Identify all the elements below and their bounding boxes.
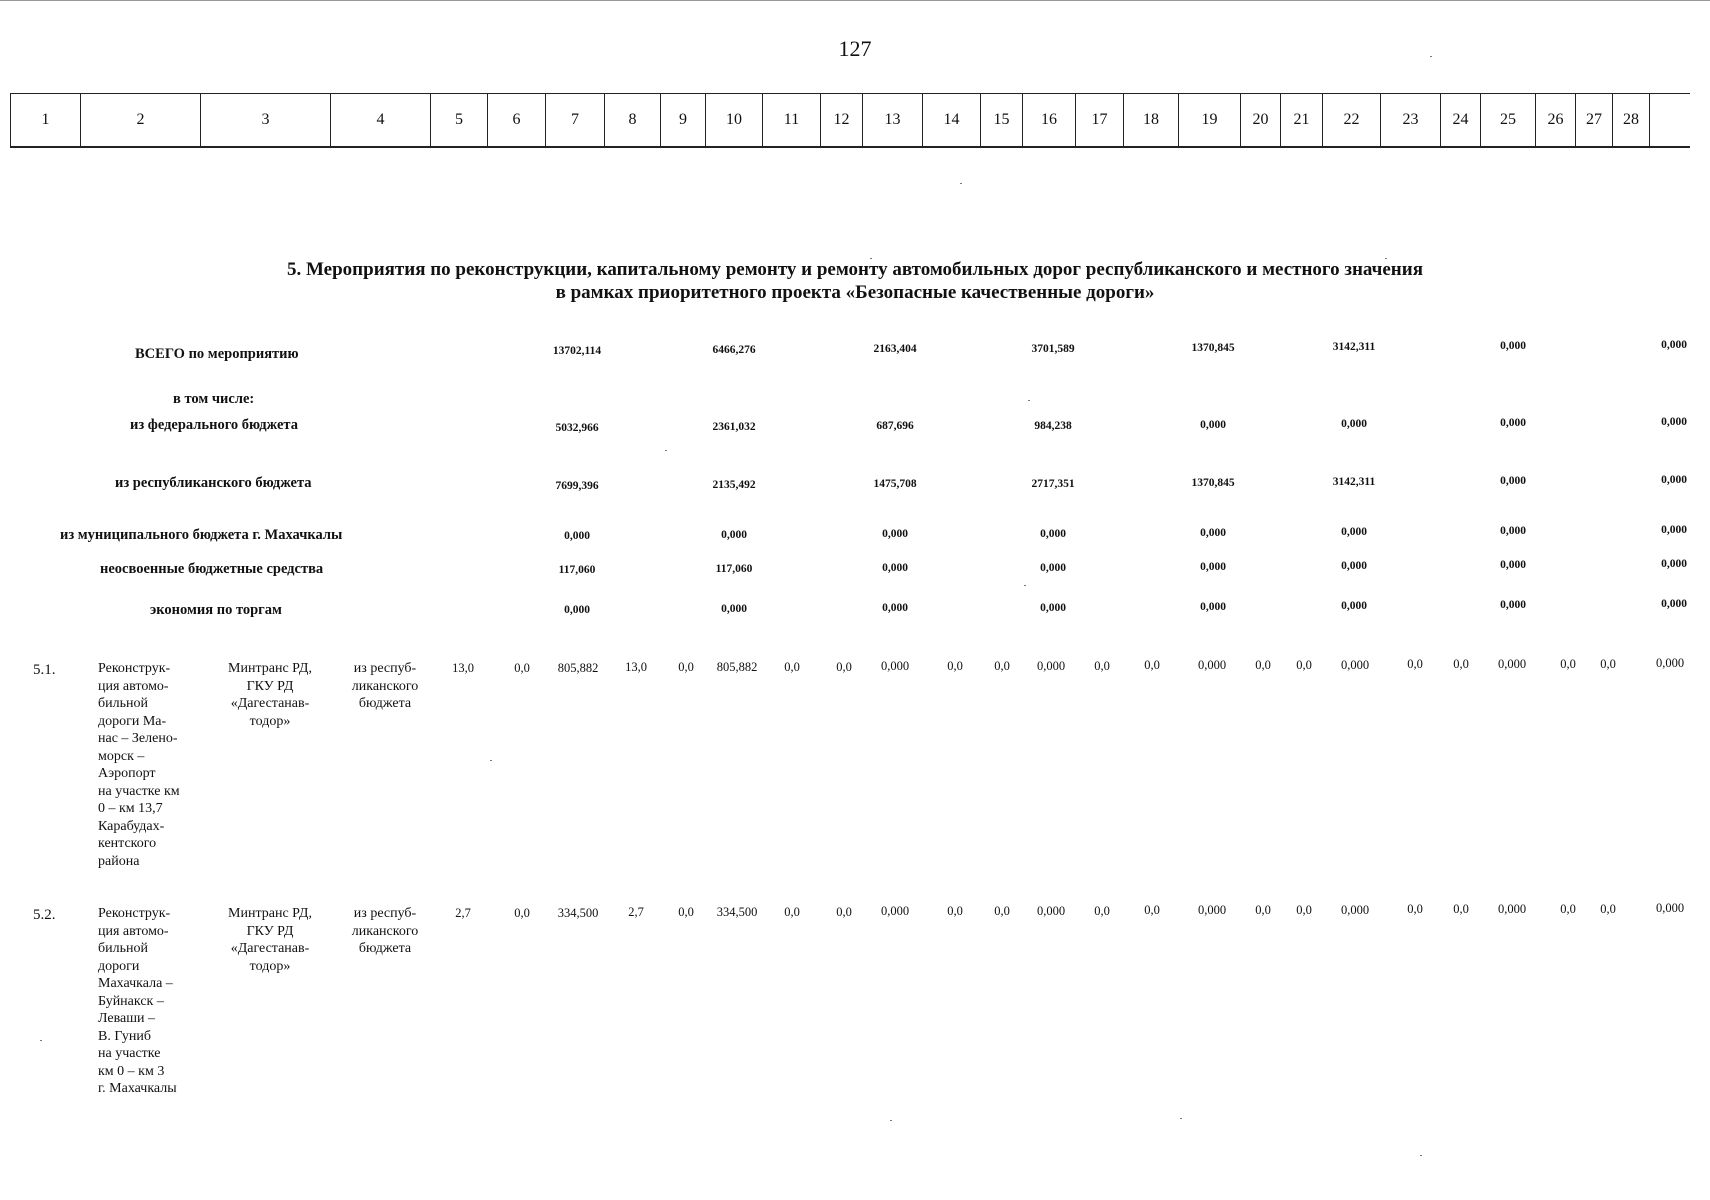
summary-value: 0,000 xyxy=(1661,474,1687,487)
row-value: 0,0 xyxy=(1296,902,1312,917)
scan-speck xyxy=(1385,258,1387,259)
summary-value: 117,060 xyxy=(715,563,753,576)
column-number-1: 1 xyxy=(10,93,80,146)
column-number-6: 6 xyxy=(487,93,545,146)
summary-value: 0,000 xyxy=(882,602,908,615)
summary-label: ВСЕГО по мероприятию xyxy=(135,346,299,362)
column-number-10: 10 xyxy=(705,93,762,146)
row-value: 0,000 xyxy=(1340,657,1370,672)
row-value: 805,882 xyxy=(557,660,599,675)
summary-value: 0,000 xyxy=(882,528,908,541)
summary-value: 1370,845 xyxy=(1191,476,1235,489)
row-value: 2,7 xyxy=(628,905,644,920)
row-project-name-line: на участке xyxy=(98,1046,161,1061)
column-number-14: 14 xyxy=(922,93,980,146)
column-number-12: 12 xyxy=(820,93,862,146)
summary-value: 0,000 xyxy=(1661,416,1687,429)
row-funding-source-line: бюджета xyxy=(358,941,412,956)
section-title-line-2: в рамках приоритетного проекта «Безопасные качественные дороги» xyxy=(555,282,1155,303)
summary-label: в том числе: xyxy=(173,391,255,407)
summary-value: 2163,404 xyxy=(873,343,917,356)
summary-value: 2361,032 xyxy=(712,421,756,434)
row-funding-source-line: бюджета xyxy=(358,696,412,711)
row-value: 0,000 xyxy=(1197,903,1227,918)
row-executor-line: «Дагестанав- xyxy=(230,941,310,956)
summary-value: 0,000 xyxy=(1661,524,1687,537)
summary-value: 0,000 xyxy=(1661,558,1687,571)
row-value: 0,0 xyxy=(514,660,530,675)
column-number-3: 3 xyxy=(200,93,330,146)
column-number-15: 15 xyxy=(980,93,1022,146)
row-value: 0,0 xyxy=(1144,658,1160,673)
row-value: 0,000 xyxy=(1497,657,1527,671)
row-value: 334,500 xyxy=(716,905,758,919)
row-value: 0,0 xyxy=(1600,901,1616,916)
scan-speck xyxy=(870,258,872,259)
column-number-25: 25 xyxy=(1480,93,1535,146)
summary-value: 2135,492 xyxy=(712,479,756,492)
row-number: 5.1. xyxy=(33,662,56,678)
summary-value: 0,000 xyxy=(1500,525,1526,538)
summary-label: неосвоенные бюджетные средства xyxy=(100,561,324,577)
row-funding-source-line: ликанского xyxy=(351,678,419,694)
row-value: 0,0 xyxy=(1296,657,1312,672)
column-number-22: 22 xyxy=(1322,93,1380,146)
row-value: 0,0 xyxy=(1407,902,1423,917)
row-value: 0,000 xyxy=(880,904,910,919)
row-value: 0,000 xyxy=(1340,902,1370,917)
column-number-4: 4 xyxy=(330,93,430,146)
summary-value: 0,000 xyxy=(882,562,908,575)
row-project-name-line: 0 – км 13,7 xyxy=(98,801,163,816)
row-value: 0,0 xyxy=(1094,658,1110,673)
row-project-name-line: В. Гуниб xyxy=(98,1028,152,1044)
summary-value: 2717,351 xyxy=(1031,477,1075,490)
row-value: 0,0 xyxy=(1407,657,1423,672)
row-value: 0,000 xyxy=(1036,658,1066,673)
summary-value: 1370,845 xyxy=(1191,341,1235,354)
row-funding-source-line: из респуб- xyxy=(353,661,417,676)
row-value: 0,0 xyxy=(678,905,694,920)
row-value: 0,0 xyxy=(514,905,530,920)
summary-value: 0,000 xyxy=(1500,475,1526,488)
summary-value: 117,060 xyxy=(558,564,596,576)
row-value: 0,0 xyxy=(784,904,800,919)
scan-speck xyxy=(1430,56,1432,57)
row-project-name xyxy=(98,905,208,1098)
row-value: 0,0 xyxy=(1255,903,1271,917)
summary-value: 0,000 xyxy=(721,603,747,616)
row-project-name-line: Леваши – xyxy=(98,1011,156,1026)
row-value: 805,882 xyxy=(716,660,758,674)
summary-value: 0,000 xyxy=(1500,340,1526,353)
row-value: 13,0 xyxy=(452,661,474,675)
row-project-name-line: км 0 – км 3 xyxy=(98,1063,165,1079)
column-number-5: 5 xyxy=(430,93,487,146)
summary-value: 0,000 xyxy=(1200,418,1226,431)
row-number: 5.2. xyxy=(33,907,56,923)
summary-value: 1475,708 xyxy=(873,478,917,491)
row-value: 0,0 xyxy=(1453,902,1469,917)
column-number-21: 21 xyxy=(1280,93,1322,146)
row-executor-line: ГКУ РД xyxy=(246,678,294,694)
summary-value: 0,000 xyxy=(1040,527,1066,540)
row-project-name-line: района xyxy=(98,853,140,869)
summary-value: 0,000 xyxy=(1200,600,1226,613)
row-executor-line: Минтранс РД, xyxy=(228,661,312,676)
summary-value: 0,000 xyxy=(564,530,590,542)
row-project-name-line: на участке км xyxy=(98,783,180,799)
row-project-name-line: дороги xyxy=(98,958,140,974)
column-number-2: 2 xyxy=(80,93,200,146)
row-project-name-line: ция автомо- xyxy=(98,678,169,694)
column-number-23: 23 xyxy=(1380,93,1440,146)
scan-speck xyxy=(40,1040,42,1041)
row-funding-source xyxy=(335,660,435,713)
summary-value: 0,000 xyxy=(1500,559,1526,572)
row-project-name-line: Аэропорт xyxy=(98,766,156,781)
row-project-name-line: бильной xyxy=(98,941,148,956)
row-value: 0,000 xyxy=(1655,656,1685,671)
row-value: 0,000 xyxy=(1197,658,1227,673)
row-value: 0,000 xyxy=(880,659,910,674)
column-number-11: 11 xyxy=(762,93,820,146)
row-project-name-line: морск – xyxy=(98,748,145,764)
row-value: 0,000 xyxy=(1036,903,1066,918)
row-value: 0,0 xyxy=(947,904,963,919)
row-project-name-line: Реконструк- xyxy=(98,661,171,676)
row-value: 0,0 xyxy=(994,659,1010,673)
summary-value: 6466,276 xyxy=(712,344,756,357)
row-value: 0,0 xyxy=(1094,903,1110,918)
summary-value: 0,000 xyxy=(1341,600,1367,612)
row-value: 0,0 xyxy=(836,904,852,919)
row-project-name-line: Реконструк- xyxy=(98,906,171,921)
summary-value: 0,000 xyxy=(1661,339,1687,352)
summary-value: 687,696 xyxy=(876,420,914,433)
summary-value: 0,000 xyxy=(1341,418,1367,430)
row-value: 2,7 xyxy=(455,906,471,920)
row-project-name-line: Карабудах- xyxy=(98,818,165,834)
column-number-20: 20 xyxy=(1240,93,1280,146)
summary-value: 5032,966 xyxy=(555,422,599,434)
scan-speck xyxy=(1180,1118,1182,1119)
summary-value: 3701,589 xyxy=(1031,342,1075,355)
row-value: 0,0 xyxy=(1560,901,1576,916)
row-funding-source-line: из респуб- xyxy=(353,906,417,921)
header-bottom-rule xyxy=(10,146,1690,148)
row-value: 0,0 xyxy=(994,904,1010,918)
row-value: 334,500 xyxy=(557,905,599,920)
column-number-26: 26 xyxy=(1535,93,1575,146)
row-value: 0,0 xyxy=(784,659,800,674)
row-project-name xyxy=(98,660,208,870)
row-executor xyxy=(210,660,330,730)
row-project-name-line: ция автомо- xyxy=(98,923,169,939)
summary-value: 0,000 xyxy=(1040,601,1066,614)
row-value: 0,0 xyxy=(1453,657,1469,672)
scan-speck xyxy=(490,760,492,761)
row-value: 0,0 xyxy=(678,660,694,675)
summary-value: 3142,311 xyxy=(1332,341,1376,353)
row-executor-line: «Дагестанав- xyxy=(230,696,310,711)
row-project-name-line: нас – Зелено- xyxy=(98,731,178,746)
column-number-9: 9 xyxy=(660,93,705,146)
scan-speck xyxy=(890,1120,892,1121)
column-number-17: 17 xyxy=(1075,93,1123,146)
column-number-28: 28 xyxy=(1612,93,1650,146)
row-value: 0,0 xyxy=(1560,656,1576,671)
page-top-border xyxy=(0,0,1710,1)
row-value: 0,0 xyxy=(1255,658,1271,672)
row-project-name-line: г. Махачкалы xyxy=(98,1081,177,1096)
summary-value: 0,000 xyxy=(1341,560,1367,572)
row-value: 0,000 xyxy=(1497,902,1527,916)
summary-value: 0,000 xyxy=(1040,561,1066,574)
column-number-16: 16 xyxy=(1022,93,1075,146)
scan-speck xyxy=(1420,1155,1422,1156)
row-value: 0,0 xyxy=(947,659,963,674)
column-number-19: 19 xyxy=(1178,93,1240,146)
row-value: 0,0 xyxy=(836,659,852,674)
row-project-name-line: Махачкала – xyxy=(98,976,173,991)
summary-label: экономия по торгам xyxy=(150,602,282,618)
column-number-27: 27 xyxy=(1575,93,1612,146)
row-funding-source xyxy=(335,905,435,958)
row-value: 13,0 xyxy=(625,660,647,675)
row-project-name-line: бильной xyxy=(98,696,148,711)
column-number-8: 8 xyxy=(604,93,660,146)
summary-value: 0,000 xyxy=(564,604,590,616)
column-number-18: 18 xyxy=(1123,93,1178,146)
scan-speck xyxy=(1028,400,1030,401)
summary-value: 7699,396 xyxy=(555,480,599,492)
row-executor-line: ГКУ РД xyxy=(246,923,294,939)
summary-value: 0,000 xyxy=(1200,560,1226,573)
summary-value: 0,000 xyxy=(1341,526,1367,538)
row-project-name-line: дороги Ма- xyxy=(98,713,167,729)
scan-speck xyxy=(960,183,962,184)
row-executor-line: тодор» xyxy=(249,958,291,974)
summary-label: из муниципального бюджета г. Махачкалы xyxy=(60,527,343,543)
summary-value: 3142,311 xyxy=(1332,476,1376,488)
column-number-13: 13 xyxy=(862,93,922,146)
column-number-7: 7 xyxy=(545,93,604,146)
summary-value: 0,000 xyxy=(1661,598,1687,611)
summary-value: 13702,114 xyxy=(552,345,602,357)
page-number: 127 xyxy=(838,36,872,61)
column-number-24: 24 xyxy=(1440,93,1480,146)
row-value: 0,000 xyxy=(1655,901,1685,916)
row-executor xyxy=(210,905,330,975)
row-executor-line: тодор» xyxy=(249,713,291,729)
row-project-name-line: кентского xyxy=(98,836,157,851)
summary-value: 0,000 xyxy=(1500,417,1526,430)
summary-value: 0,000 xyxy=(721,529,747,542)
row-project-name-line: Буйнакск – xyxy=(98,993,164,1009)
row-value: 0,0 xyxy=(1600,656,1616,671)
row-executor-line: Минтранс РД, xyxy=(228,906,312,921)
scan-speck xyxy=(1024,585,1026,586)
section-title-line-1: 5. Мероприятия по реконструкции, капитальному ремонту и ремонту автомобильных дорог республиканского и местного значения xyxy=(287,259,1423,280)
row-funding-source-line: ликанского xyxy=(351,923,419,939)
row-value: 0,0 xyxy=(1144,903,1160,918)
summary-label: из республиканского бюджета xyxy=(115,475,312,491)
scan-speck xyxy=(665,450,667,451)
summary-value: 0,000 xyxy=(1500,599,1526,612)
summary-value: 984,238 xyxy=(1034,419,1072,432)
summary-label: из федерального бюджета xyxy=(130,417,298,433)
summary-value: 0,000 xyxy=(1200,526,1226,539)
